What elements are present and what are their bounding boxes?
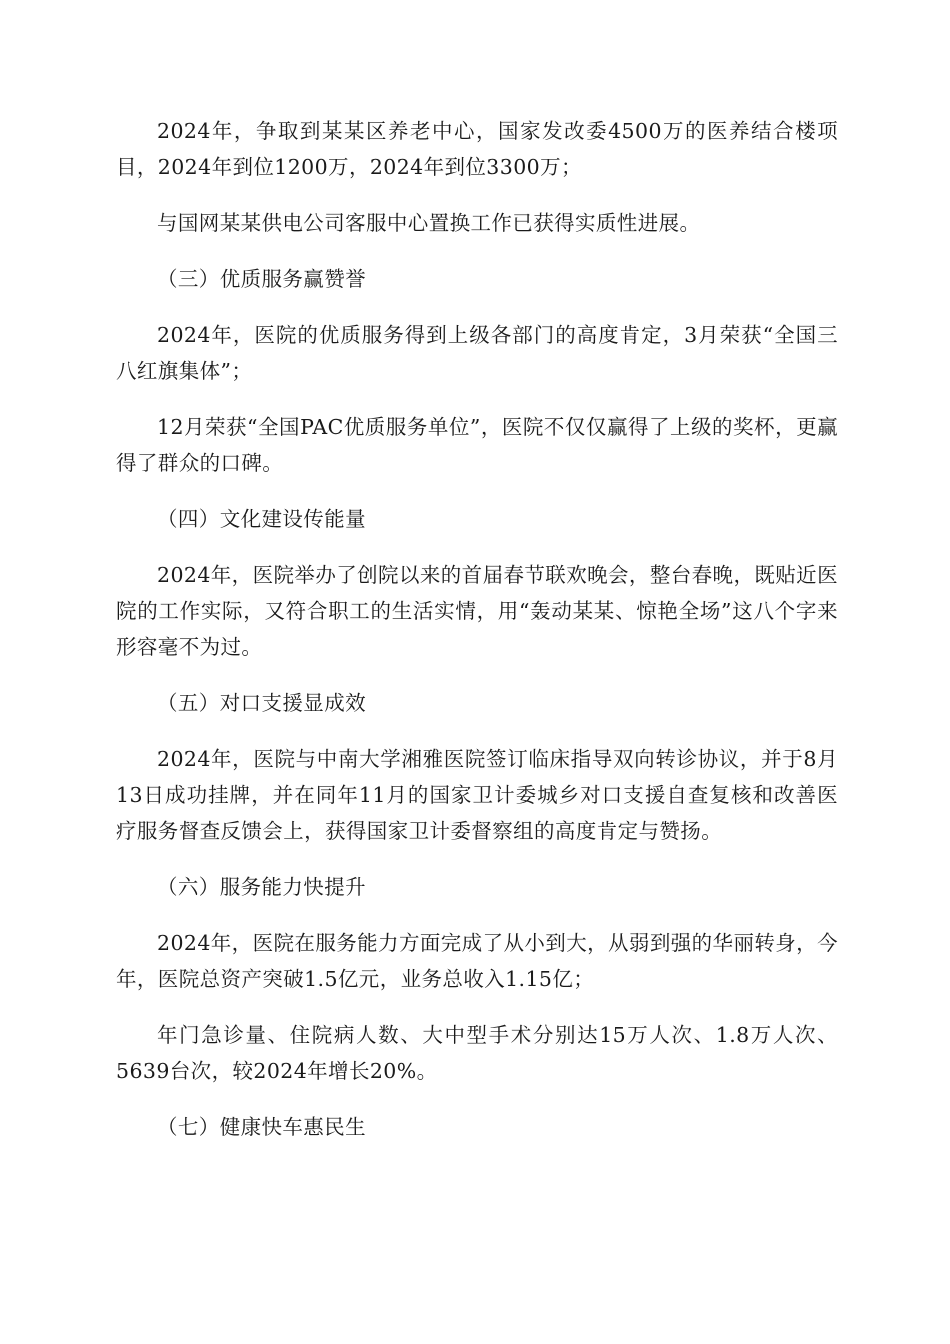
- section-heading-4: （四）文化建设传能量: [157, 507, 366, 531]
- paragraph-service-capacity: 2024年，医院在服务能力方面完成了从小到大，从弱到强的华丽转身，今年，医院总资产突破1.5亿元，业务总收入1.15亿；: [116, 931, 838, 991]
- section-heading-5: （五）对口支援显成效: [157, 691, 366, 715]
- paragraph-elderly-care-project: 2024年，争取到某某区养老中心，国家发改委4500万的医养结合楼项目，2024年到位1200万，2024年到位3300万；: [116, 119, 838, 179]
- section-heading-3: （三）优质服务赢赞誉: [157, 267, 366, 291]
- paragraph-grid-company-exchange: 与国网某某供电公司客服中心置换工作已获得实质性进展。: [157, 211, 701, 235]
- paragraph-xiangya-cooperation: 2024年，医院与中南大学湘雅医院签订临床指导双向转诊协议，并于8月13日成功挂牌，并在同年11月的国家卫计委城乡对口支援自查复核和改善医疗服务督查反馈会上，获得国家卫计委督察组的高度肯定与赞扬。: [116, 747, 838, 843]
- paragraph-quality-service-award: 2024年，医院的优质服务得到上级各部门的高度肯定，3月荣获“全国三八红旗集体”；: [116, 323, 838, 383]
- paragraph-patient-volume: 年门急诊量、住院病人数、大中型手术分别达15万人次、1.8万人次、5639台次，较2024年增长20%。: [116, 1023, 838, 1083]
- paragraph-pac-award: 12月荣获“全国PAC优质服务单位”，医院不仅仅赢得了上级的奖杯，更赢得了群众的口碑。: [116, 415, 838, 475]
- document-page: [116, 113, 838, 1165]
- section-heading-6: （六）服务能力快提升: [157, 875, 366, 899]
- section-heading-7: （七）健康快车惠民生: [157, 1115, 366, 1139]
- paragraph-spring-gala: 2024年，医院举办了创院以来的首届春节联欢晚会，整台春晚，既贴近医院的工作实际，又符合职工的生活实情，用“轰动某某、惊艳全场”这八个字来形容毫不为过。: [116, 563, 838, 659]
